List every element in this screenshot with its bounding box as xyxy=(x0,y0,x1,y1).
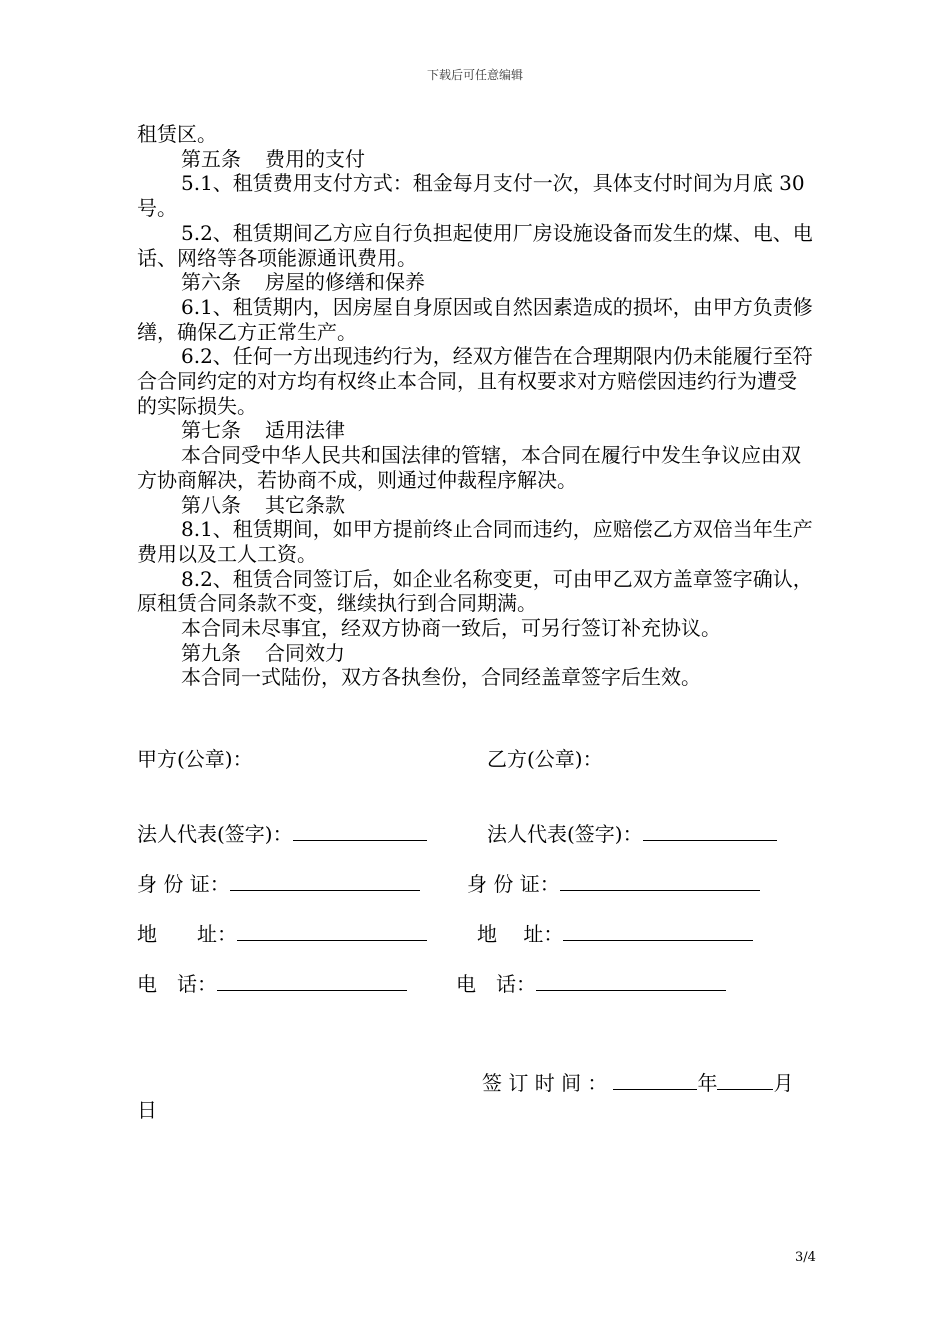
article-number: 第九条 xyxy=(181,640,241,665)
article-number: 第八条 xyxy=(181,492,241,517)
article-heading xyxy=(137,493,813,518)
party-a-address xyxy=(137,920,427,948)
address-blank xyxy=(563,922,753,941)
article-heading xyxy=(137,641,813,666)
article-heading xyxy=(137,270,813,295)
article-title: 合同效力 xyxy=(265,640,345,665)
id-card-label: 身 份 证： xyxy=(467,872,560,896)
party-b-address xyxy=(477,920,753,948)
party-b-id-card xyxy=(467,870,760,898)
address-label: 地 址： xyxy=(137,922,237,946)
paragraph: 5.1、租赁费用支付方式：租金每月支付一次，具体支付时间为月底 30 号。 xyxy=(137,171,805,221)
signature-blank xyxy=(293,822,427,841)
phone-blank xyxy=(217,972,407,991)
paragraph: 本合同未尽事宜，经双方协商一致后，可另行签订补充协议。 xyxy=(181,616,721,641)
article-title: 房屋的修缮和保养 xyxy=(265,270,425,295)
article-number: 第六条 xyxy=(181,270,241,295)
signing-date xyxy=(482,1069,793,1097)
signature-blank xyxy=(643,822,777,841)
year-blank xyxy=(613,1071,697,1090)
paragraph: 8.2、租赁合同签订后，如企业名称变更，可由甲乙双方盖章签字确认，原租赁合同条款不变，继续执行到合同期满。 xyxy=(137,566,813,616)
article-number: 第五条 xyxy=(181,146,241,171)
phone-blank xyxy=(536,972,726,991)
article-heading xyxy=(137,147,813,172)
id-card-blank xyxy=(560,872,760,891)
year-label: 年 xyxy=(697,1071,718,1095)
paragraph: 本合同一式陆份，双方各执叁份，合同经盖章签字后生效。 xyxy=(181,665,701,690)
sign-time-label: 签 订 时 间 ： xyxy=(482,1071,608,1095)
party-b-seal-label: 乙方(公章)： xyxy=(487,747,603,771)
page-number: 3/4 xyxy=(795,1250,816,1265)
party-a-phone xyxy=(137,970,407,998)
article-title: 费用的支付 xyxy=(265,146,365,171)
legal-rep-label: 法人代表(签字)： xyxy=(487,822,643,846)
paragraph: 租赁区。 xyxy=(137,122,217,146)
paragraph: 6.2、任何一方出现违约行为，经双方催告在合理期限内仍未能履行至符合合同约定的对方均有权终止本合同，且有权要求对方赔偿因违约行为遭受的实际损失。 xyxy=(137,344,813,418)
contract-body xyxy=(137,122,813,690)
address-label: 地 址： xyxy=(477,922,564,946)
month-blank xyxy=(717,1071,773,1090)
paragraph: 5.2、租赁期间乙方应自行负担起使用厂房设施设备而发生的煤、电、电话、网络等各项能源通讯费用。 xyxy=(137,220,813,270)
article-title: 其它条款 xyxy=(265,492,345,517)
article-number: 第七条 xyxy=(181,418,241,443)
paragraph: 6.1、租赁期内，因房屋自身原因或自然因素造成的损坏，由甲方负责修缮，确保乙方正常生产。 xyxy=(137,294,813,344)
paragraph: 8.1、租赁期间，如甲方提前终止合同而违约，应赔偿乙方双倍当年生产费用以及工人工资。 xyxy=(137,517,813,566)
article-heading xyxy=(137,418,813,443)
id-card-label: 身 份 证： xyxy=(137,872,230,896)
month-label: 月 xyxy=(773,1071,794,1095)
phone-label: 电 话： xyxy=(456,972,536,996)
paragraph: 本合同受中华人民共和国法律的管辖，本合同在履行中发生争议应由双方协商解决，若协商不成，则通过仲裁程序解决。 xyxy=(137,443,801,492)
phone-label: 电 话： xyxy=(137,972,217,996)
article-title: 适用法律 xyxy=(265,418,345,443)
page-header: 下载后可任意编辑 xyxy=(426,68,523,82)
day-label: 日 xyxy=(137,1098,157,1122)
party-b-legal-rep xyxy=(487,820,777,848)
party-b-phone xyxy=(456,970,726,998)
party-a-legal-rep xyxy=(137,820,427,848)
legal-rep-label: 法人代表(签字)： xyxy=(137,822,293,846)
address-blank xyxy=(237,922,427,941)
party-a-id-card xyxy=(137,870,420,898)
party-a-seal-label: 甲方(公章)： xyxy=(137,747,253,771)
id-card-blank xyxy=(230,872,420,891)
